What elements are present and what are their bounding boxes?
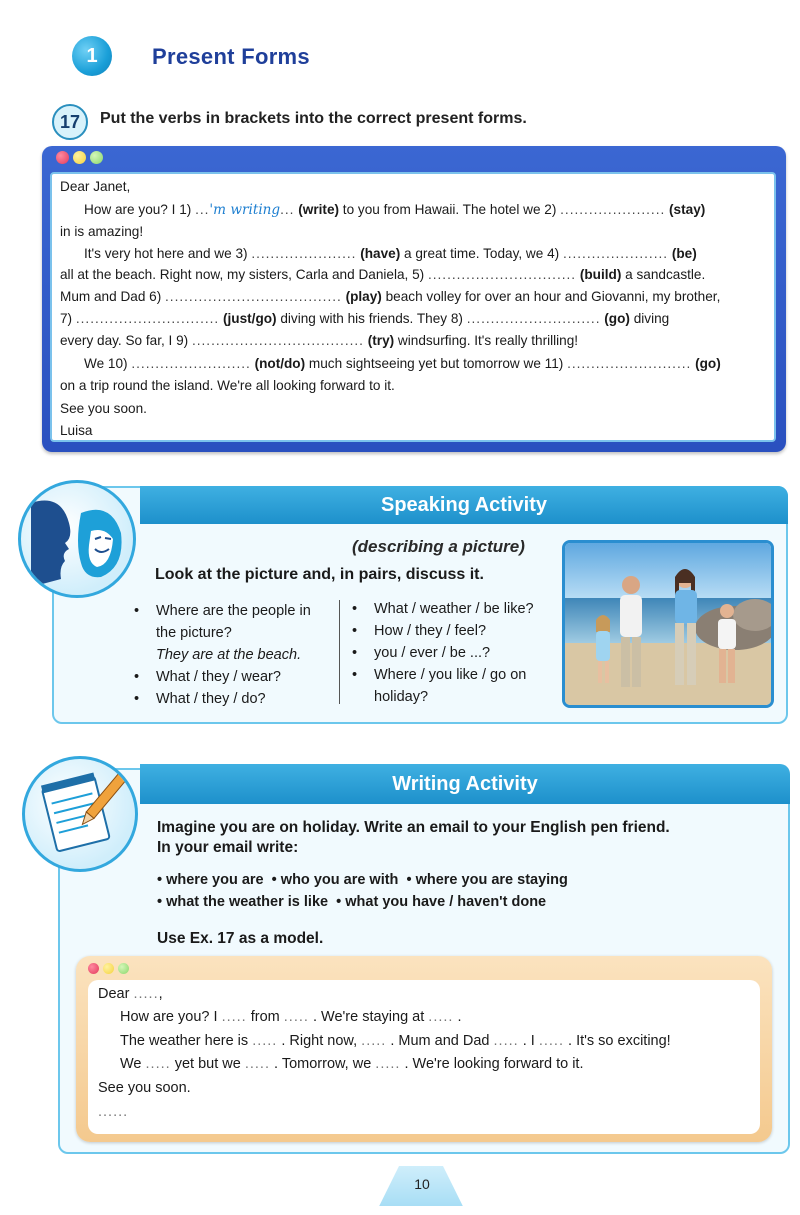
question-text: Where are the people in xyxy=(156,603,311,619)
letter-line-8 xyxy=(60,332,762,350)
blank: ............................... xyxy=(427,267,577,282)
list-item: • What / weather / be like? xyxy=(352,601,534,617)
list-item: • Where / you like / go on holiday? xyxy=(352,667,527,705)
blank: ... xyxy=(280,202,295,217)
text: windsurfing. It's really thrilling! xyxy=(394,333,579,348)
list-item: • How / they / feel? xyxy=(352,623,487,639)
verb-prompt: (just/go) xyxy=(222,311,277,326)
exercise-number-badge xyxy=(52,104,88,140)
template-line-4 xyxy=(120,1054,583,1074)
blank: ...................... xyxy=(560,202,666,217)
text: all at the beach. Right now, my sisters, Carla and Daniela, 5) xyxy=(60,267,428,282)
blank: ..... xyxy=(428,1009,454,1025)
text: . Right now, xyxy=(277,1033,362,1049)
list-item: • you / ever / be ...? xyxy=(352,645,491,661)
list-item: • What / they / do? xyxy=(134,691,266,707)
text: How are you? I 1) xyxy=(84,202,196,217)
letter-line-6 xyxy=(60,288,762,306)
text: 7) xyxy=(60,311,76,326)
template-line-5: See you soon. xyxy=(98,1080,191,1096)
text: . We're looking forward to it. xyxy=(400,1056,584,1072)
unit-number: 1 xyxy=(86,44,98,67)
text: to you from Hawaii. The hotel we 2) xyxy=(339,202,561,217)
verb-prompt: (play) xyxy=(345,289,382,304)
blank: ..... xyxy=(221,1009,247,1025)
question-text: you / ever / be ...? xyxy=(374,645,491,661)
blank: ...................... xyxy=(251,246,357,261)
blank: ..... xyxy=(244,1056,270,1072)
letter-line-2 xyxy=(60,201,762,219)
letter-line-10: on a trip round the island. We're all looking forward to it. xyxy=(60,378,395,393)
verb-prompt: (be) xyxy=(671,246,697,261)
text: The weather here is xyxy=(120,1033,253,1049)
text: diving with his friends. They 8) xyxy=(276,311,467,326)
blank: ..... xyxy=(375,1056,401,1072)
blank: ..... xyxy=(283,1009,309,1025)
verb-prompt: (go) xyxy=(695,356,721,371)
letter-line-9 xyxy=(60,355,762,373)
blank: .......................... xyxy=(567,356,692,371)
text: Dear xyxy=(98,986,134,1002)
yellow-dot-icon xyxy=(103,963,114,974)
letter-line-7 xyxy=(60,310,762,328)
text: . xyxy=(453,1009,462,1025)
template-line-3 xyxy=(120,1031,671,1051)
question-text: How / they / feel? xyxy=(374,623,487,639)
blank: ..... xyxy=(133,986,159,1002)
writing-instruction xyxy=(157,818,757,858)
exercise-number: 17 xyxy=(59,111,81,132)
text: We 10) xyxy=(84,356,132,371)
list-item: • What / they / wear? xyxy=(134,669,281,685)
text: a sandcastle. xyxy=(621,267,706,282)
verb-prompt: (stay) xyxy=(669,202,706,217)
red-dot-icon xyxy=(56,151,69,164)
text: yet but we xyxy=(170,1056,245,1072)
template-line-1 xyxy=(98,984,163,1004)
text: much sightseeing yet but tomorrow we 11) xyxy=(305,356,568,371)
verb-prompt: (have) xyxy=(360,246,401,261)
text: . Mum and Dad xyxy=(386,1033,494,1049)
column-divider xyxy=(339,600,340,704)
blank: ......................... xyxy=(131,356,251,371)
question-text: Where / you like / go on xyxy=(374,667,527,683)
unit-number-badge xyxy=(72,36,112,76)
writing-bullets-row-2: • what the weather is like • what you have / haven't done xyxy=(157,894,547,910)
blank: ... xyxy=(195,202,210,217)
text: , xyxy=(158,986,163,1002)
blank: ............................ xyxy=(466,311,601,326)
text: diving xyxy=(629,311,670,326)
blank: ..... xyxy=(145,1056,171,1072)
verb-prompt: (try) xyxy=(367,333,395,348)
letter-line-4 xyxy=(60,245,762,263)
text: . I xyxy=(518,1033,539,1049)
instruction-line: Imagine you are on holiday. Write an email to your English pen friend. xyxy=(157,819,670,836)
text: It's very hot here and we 3) xyxy=(84,246,252,261)
template-line-2 xyxy=(120,1007,462,1027)
bullet-text: what the weather is like xyxy=(166,894,329,910)
yellow-dot-icon xyxy=(73,151,86,164)
text: from xyxy=(246,1009,284,1025)
speaking-questions-left xyxy=(134,600,334,710)
question-text: holiday? xyxy=(374,689,429,705)
instruction-line: In your email write: xyxy=(157,839,299,856)
letter-greeting: Dear Janet, xyxy=(60,179,131,194)
text: every day. So far, I 9) xyxy=(60,333,192,348)
window-dots xyxy=(88,963,129,974)
blank: ..................................... xyxy=(165,289,342,304)
blank: ...................... xyxy=(562,246,669,261)
blank: ..... xyxy=(252,1033,278,1049)
speaking-instruction: Look at the picture and, in pairs, discuss it. xyxy=(155,566,484,583)
notepad-pencil-icon xyxy=(22,756,138,872)
handwritten-answer: 'm writing xyxy=(209,202,281,218)
list-item: • Where are the people in the picture? They are at the beach. xyxy=(134,603,311,663)
text: We xyxy=(120,1056,146,1072)
bullet-text: what you have / haven't done xyxy=(345,894,547,910)
blank: ..... xyxy=(361,1033,387,1049)
blank: .................................... xyxy=(191,333,364,348)
family-beach-photo xyxy=(562,540,774,708)
question-text: What / weather / be like? xyxy=(374,601,534,617)
verb-prompt: (go) xyxy=(604,311,630,326)
bullet-text: where you are staying xyxy=(415,872,568,888)
text: . It's so exciting! xyxy=(563,1033,671,1049)
question-text: What / they / do? xyxy=(156,691,266,707)
text: a great time. Today, we 4) xyxy=(400,246,563,261)
blank: .............................. xyxy=(75,311,220,326)
text: beach volley for over an hour and Giovanni, my brother, xyxy=(381,289,721,304)
question-text: the picture? xyxy=(156,625,232,641)
letter-signature: Luisa xyxy=(60,423,93,438)
text: Mum and Dad 6) xyxy=(60,289,166,304)
writing-bullets-row-1: • where you are • who you are with • where you are staying xyxy=(157,872,568,888)
speaking-questions-right xyxy=(352,598,552,708)
speaking-faces-icon xyxy=(18,480,136,598)
bullet-text: where you are xyxy=(166,872,264,888)
text: . We're staying at xyxy=(308,1009,429,1025)
green-dot-icon xyxy=(90,151,103,164)
blank: ..... xyxy=(493,1033,519,1049)
verb-prompt: (not/do) xyxy=(254,356,306,371)
window-dots xyxy=(56,151,103,164)
letter-line-5 xyxy=(60,266,762,284)
template-line-6: ...... xyxy=(98,1104,129,1120)
verb-prompt: (write) xyxy=(298,202,340,217)
exercise-instruction: Put the verbs in brackets into the correct present forms. xyxy=(100,110,527,127)
writing-activity-title: Writing Activity xyxy=(140,764,790,804)
blank: ..... xyxy=(538,1033,564,1049)
green-dot-icon xyxy=(118,963,129,974)
text: How are you? I xyxy=(120,1009,222,1025)
writing-model-note: Use Ex. 17 as a model. xyxy=(157,930,324,947)
letter-line-3: in is amazing! xyxy=(60,224,144,239)
question-text: What / they / wear? xyxy=(156,669,281,685)
bullet-text: who you are with xyxy=(280,872,399,888)
text: . Tomorrow, we xyxy=(270,1056,376,1072)
letter-line-11: See you soon. xyxy=(60,401,147,416)
verb-prompt: (build) xyxy=(579,267,622,282)
red-dot-icon xyxy=(88,963,99,974)
page-number: 10 xyxy=(414,1176,430,1192)
speaking-subtitle: (describing a picture) xyxy=(352,537,525,556)
speaking-activity-title: Speaking Activity xyxy=(140,486,788,524)
example-answer: They are at the beach. xyxy=(156,647,302,663)
unit-title: Present Forms xyxy=(152,44,310,69)
